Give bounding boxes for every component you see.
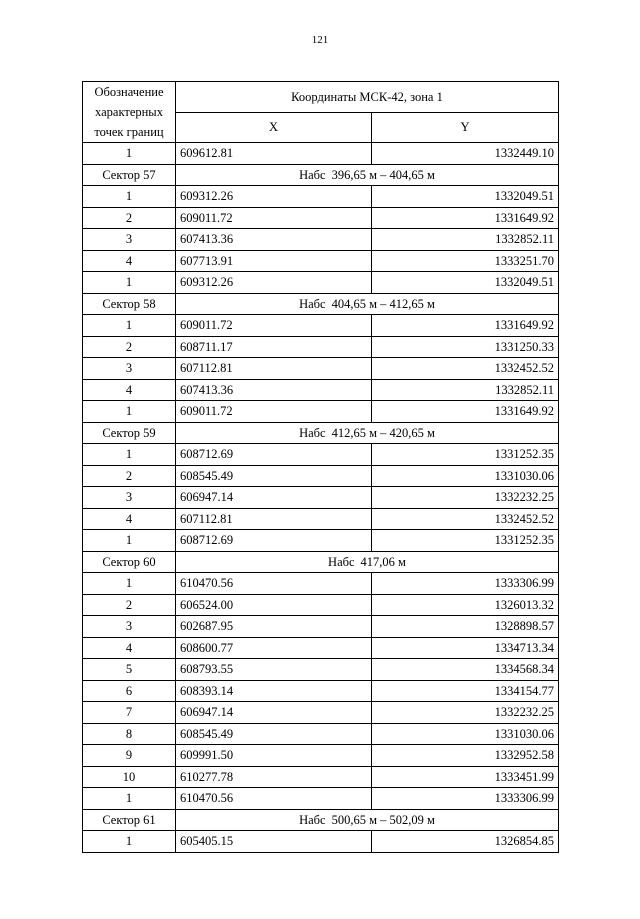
x-value: 608393.14 [176, 680, 372, 702]
point-row [83, 594, 559, 616]
x-value: 609312.26 [176, 272, 372, 294]
point-number: 3 [83, 616, 176, 638]
elevation-label: Набс [299, 167, 326, 182]
y-value: 1332452.52 [372, 358, 559, 380]
y-value: 1332049.51 [372, 272, 559, 294]
point-number: 1 [83, 272, 176, 294]
x-value: 607713.91 [176, 250, 372, 272]
point-number: 1 [83, 186, 176, 208]
point-number: 1 [83, 143, 176, 165]
sector-name: Сектор 60 [83, 551, 176, 573]
point-number: 5 [83, 659, 176, 681]
header-designation-line: Обозначение [94, 85, 164, 99]
elevation-value: 412,65 м – 420,65 м [331, 425, 435, 440]
x-value: 608545.49 [176, 465, 372, 487]
sector-elevation [176, 293, 559, 315]
point-row [83, 702, 559, 724]
x-value: 606947.14 [176, 702, 372, 724]
x-value: 608793.55 [176, 659, 372, 681]
point-row [83, 272, 559, 294]
x-value: 608712.69 [176, 444, 372, 466]
sector-row [83, 422, 559, 444]
point-number: 2 [83, 465, 176, 487]
y-value: 1331252.35 [372, 530, 559, 552]
page-number: 121 [311, 34, 329, 46]
point-number: 1 [83, 788, 176, 810]
sector-elevation [176, 551, 559, 573]
point-number: 1 [83, 573, 176, 595]
elevation-value: 396,65 м – 404,65 м [331, 167, 435, 182]
sector-name: Сектор 58 [83, 293, 176, 315]
point-row [83, 358, 559, 380]
point-number: 10 [83, 766, 176, 788]
x-value: 608712.69 [176, 530, 372, 552]
y-value: 1333451.99 [372, 766, 559, 788]
x-value: 608600.77 [176, 637, 372, 659]
y-value: 1332852.11 [372, 379, 559, 401]
y-value: 1332952.58 [372, 745, 559, 767]
x-value: 607112.81 [176, 358, 372, 380]
x-value: 607413.36 [176, 229, 372, 251]
point-number: 2 [83, 594, 176, 616]
sector-name: Сектор 57 [83, 164, 176, 186]
x-value: 610470.56 [176, 788, 372, 810]
y-value: 1333251.70 [372, 250, 559, 272]
point-number: 3 [83, 358, 176, 380]
x-value: 608545.49 [176, 723, 372, 745]
point-row [83, 465, 559, 487]
header-x: X [176, 112, 372, 143]
point-number: 1 [83, 315, 176, 337]
coordinates-table [82, 81, 559, 853]
elevation-value: 500,65 м – 502,09 м [331, 812, 435, 827]
elevation-value: 417,06 м [360, 554, 406, 569]
point-row [83, 379, 559, 401]
sector-elevation [176, 422, 559, 444]
x-value: 609011.72 [176, 315, 372, 337]
point-row [83, 508, 559, 530]
point-number: 2 [83, 336, 176, 358]
y-value: 1331250.33 [372, 336, 559, 358]
y-value: 1331649.92 [372, 207, 559, 229]
x-value: 609612.81 [176, 143, 372, 165]
point-number: 4 [83, 637, 176, 659]
y-value: 1332232.25 [372, 702, 559, 724]
point-row [83, 831, 559, 853]
point-row [83, 766, 559, 788]
table-header [83, 82, 559, 143]
y-value: 1331030.06 [372, 465, 559, 487]
point-row [83, 659, 559, 681]
point-row [83, 616, 559, 638]
point-row [83, 444, 559, 466]
point-row [83, 207, 559, 229]
header-designation-line: точек границ [94, 125, 164, 139]
x-value: 609312.26 [176, 186, 372, 208]
sector-name: Сектор 61 [83, 809, 176, 831]
point-row [83, 680, 559, 702]
elevation-label: Набс [328, 554, 355, 569]
y-value: 1332232.25 [372, 487, 559, 509]
y-value: 1332452.52 [372, 508, 559, 530]
x-value: 610277.78 [176, 766, 372, 788]
x-value: 609991.50 [176, 745, 372, 767]
y-value: 1326854.85 [372, 831, 559, 853]
point-number: 6 [83, 680, 176, 702]
point-number: 9 [83, 745, 176, 767]
sector-name: Сектор 59 [83, 422, 176, 444]
point-row [83, 186, 559, 208]
point-number: 7 [83, 702, 176, 724]
sector-row [83, 809, 559, 831]
point-number: 1 [83, 444, 176, 466]
x-value: 605405.15 [176, 831, 372, 853]
point-row [83, 336, 559, 358]
point-number: 8 [83, 723, 176, 745]
y-value: 1332852.11 [372, 229, 559, 251]
x-value: 607112.81 [176, 508, 372, 530]
sector-row [83, 551, 559, 573]
header-coord-system: Координаты МСК-42, зона 1 [176, 82, 559, 113]
y-value: 1331649.92 [372, 401, 559, 423]
y-value: 1328898.57 [372, 616, 559, 638]
point-row [83, 315, 559, 337]
header-designation [83, 82, 176, 143]
point-row [83, 250, 559, 272]
y-value: 1333306.99 [372, 788, 559, 810]
point-row [83, 573, 559, 595]
x-value: 602687.95 [176, 616, 372, 638]
point-row [83, 143, 559, 165]
point-row [83, 530, 559, 552]
header-y: Y [372, 112, 559, 143]
point-row [83, 745, 559, 767]
sector-row [83, 164, 559, 186]
point-number: 3 [83, 229, 176, 251]
y-value: 1332449.10 [372, 143, 559, 165]
x-value: 607413.36 [176, 379, 372, 401]
point-number: 3 [83, 487, 176, 509]
x-value: 609011.72 [176, 401, 372, 423]
y-value: 1334713.34 [372, 637, 559, 659]
point-number: 1 [83, 530, 176, 552]
x-value: 608711.17 [176, 336, 372, 358]
y-value: 1333306.99 [372, 573, 559, 595]
elevation-label: Набс [299, 812, 326, 827]
header-designation-line: характерных [95, 105, 163, 119]
sector-row [83, 293, 559, 315]
point-number: 4 [83, 508, 176, 530]
elevation-value: 404,65 м – 412,65 м [331, 296, 435, 311]
table-body [83, 143, 559, 853]
point-row [83, 788, 559, 810]
y-value: 1332049.51 [372, 186, 559, 208]
point-number: 1 [83, 831, 176, 853]
x-value: 610470.56 [176, 573, 372, 595]
point-number: 4 [83, 250, 176, 272]
point-number: 2 [83, 207, 176, 229]
point-row [83, 229, 559, 251]
y-value: 1331649.92 [372, 315, 559, 337]
x-value: 606524.00 [176, 594, 372, 616]
sector-elevation [176, 809, 559, 831]
elevation-label: Набс [299, 296, 326, 311]
x-value: 606947.14 [176, 487, 372, 509]
point-number: 4 [83, 379, 176, 401]
point-row [83, 723, 559, 745]
y-value: 1334154.77 [372, 680, 559, 702]
point-number: 1 [83, 401, 176, 423]
elevation-label: Набс [299, 425, 326, 440]
x-value: 609011.72 [176, 207, 372, 229]
y-value: 1334568.34 [372, 659, 559, 681]
point-row [83, 401, 559, 423]
y-value: 1326013.32 [372, 594, 559, 616]
sector-elevation [176, 164, 559, 186]
y-value: 1331030.06 [372, 723, 559, 745]
y-value: 1331252.35 [372, 444, 559, 466]
point-row [83, 637, 559, 659]
point-row [83, 487, 559, 509]
